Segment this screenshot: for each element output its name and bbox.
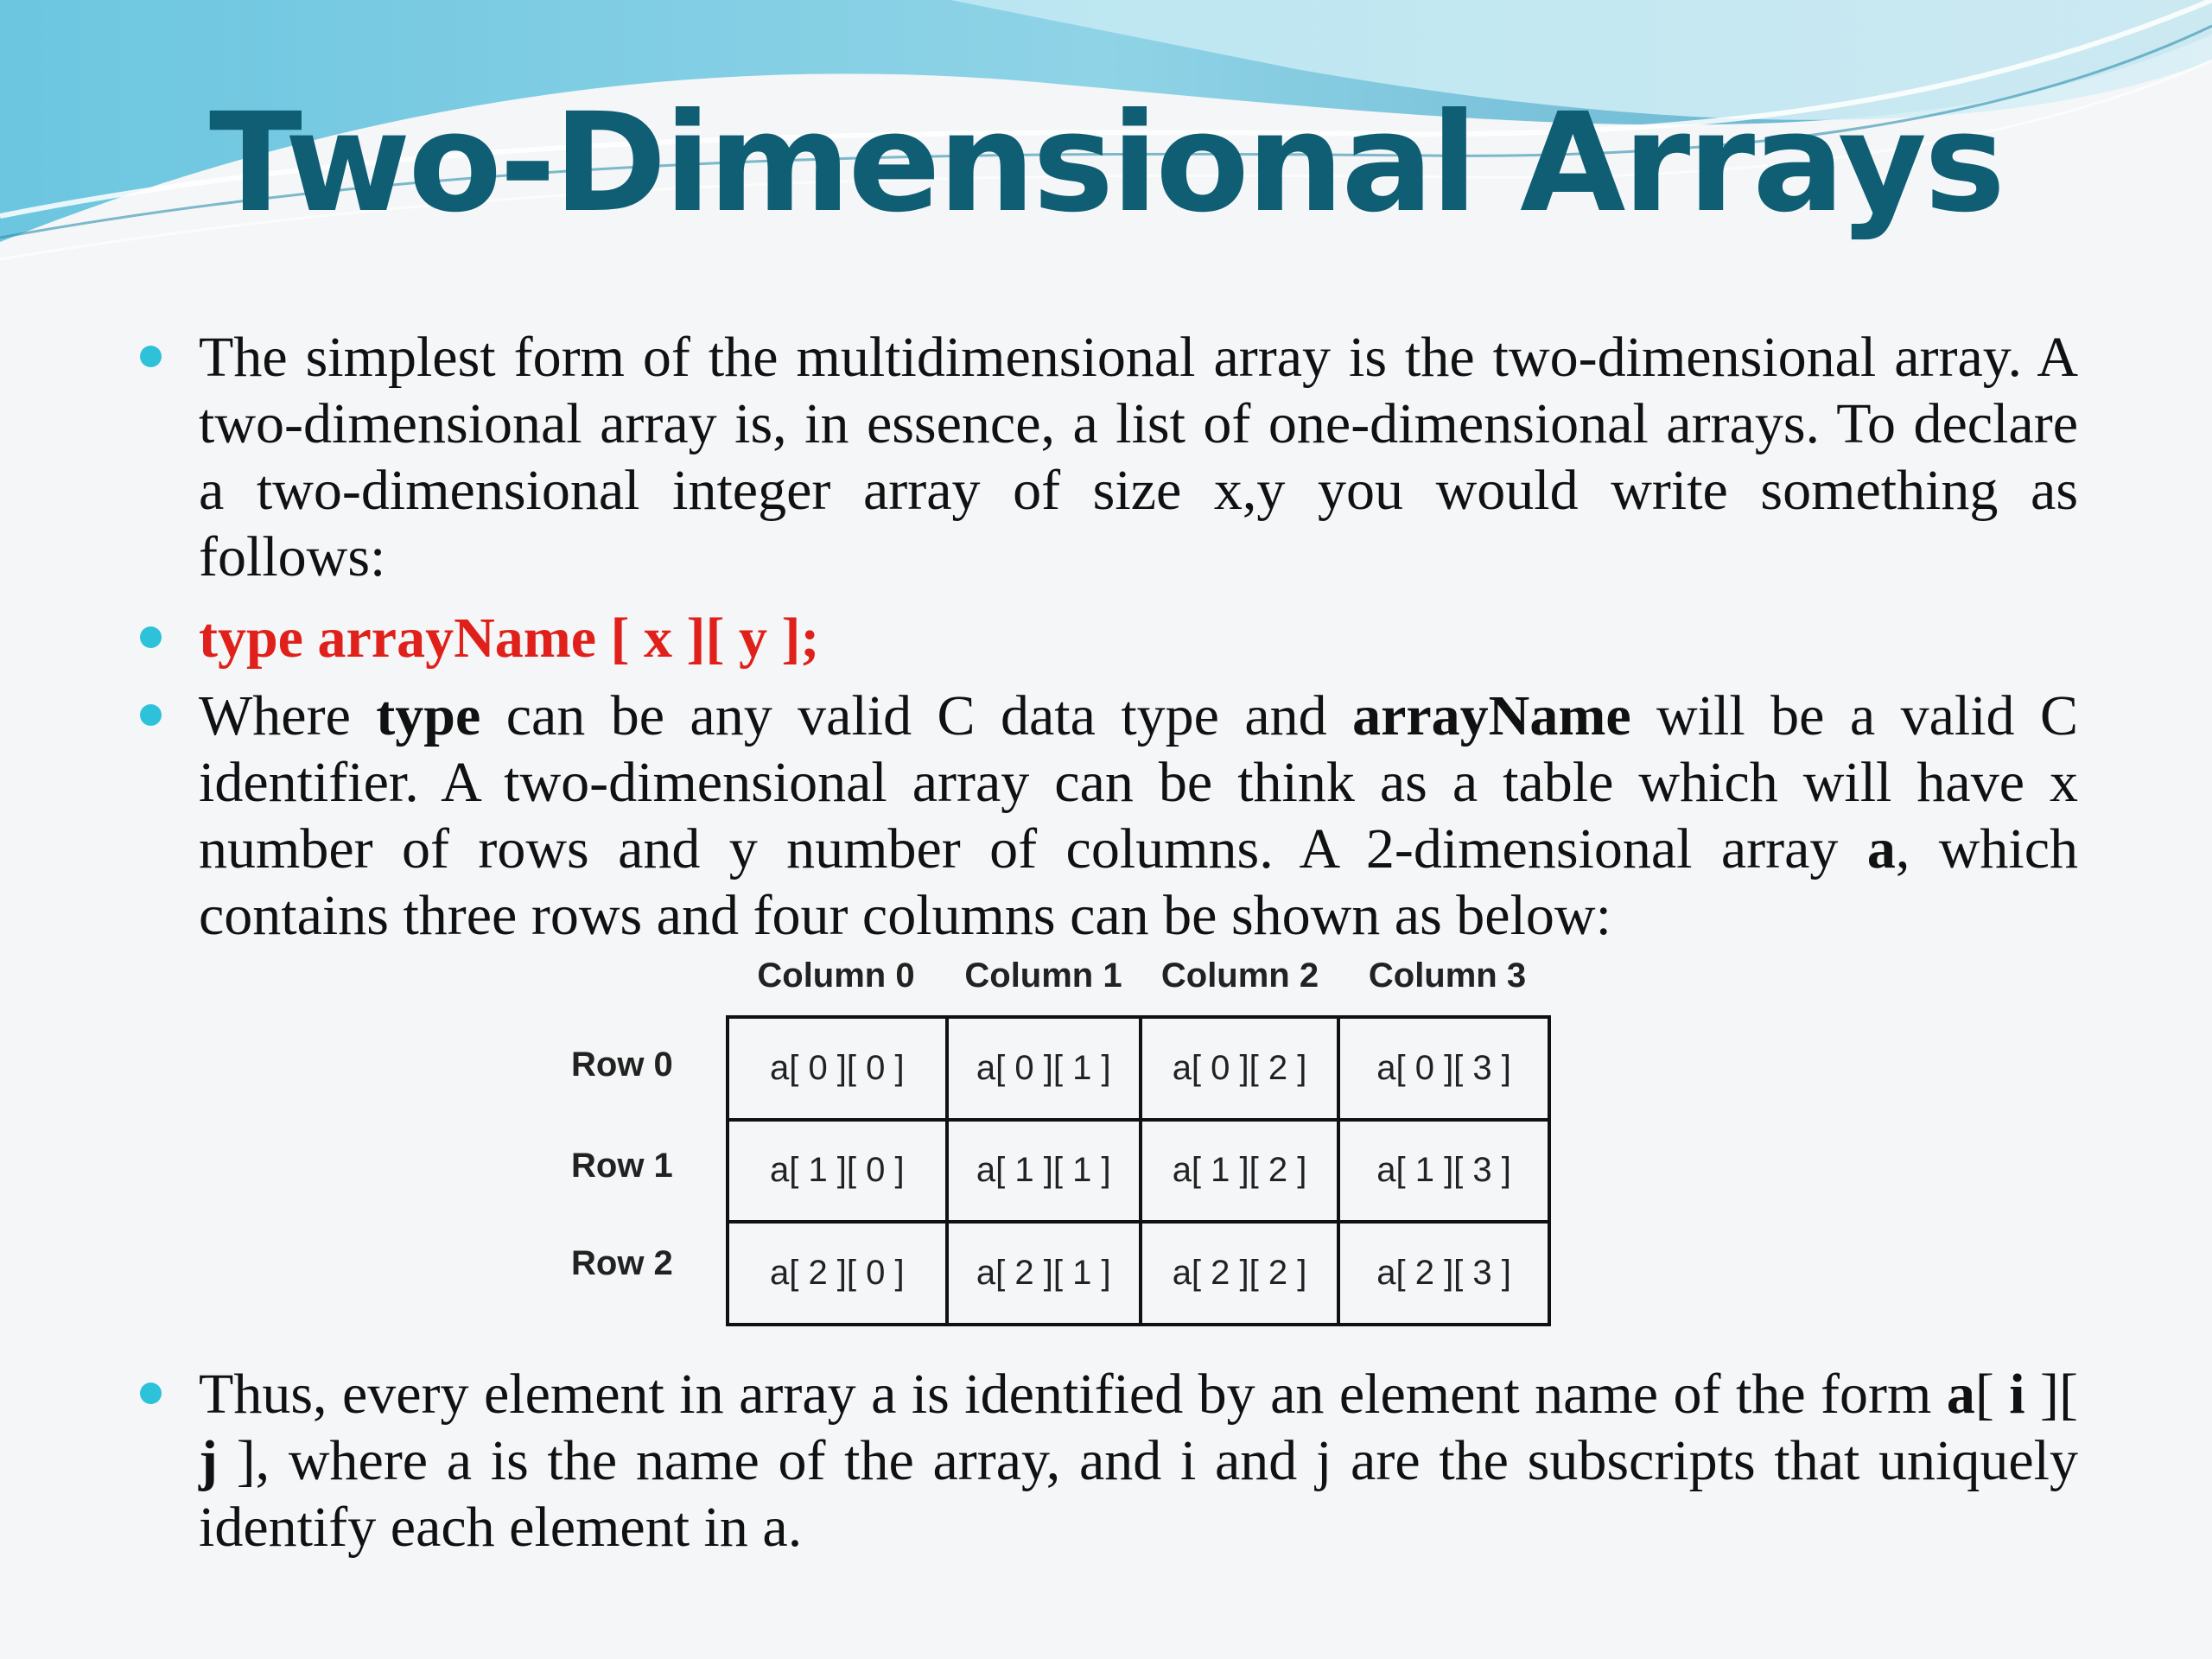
keyword-j: j (199, 1429, 218, 1492)
keyword-arrayname: arrayName (1352, 684, 1631, 747)
table-cell: a[ 0 ][ 2 ] (1141, 1017, 1338, 1120)
syntax-code: type arrayName [ x ][ y ]; (199, 607, 820, 670)
table-row (728, 1120, 1549, 1223)
text-run: will be a valid C identifier. A two-dimensional array can be think as a table which will have x number of rows and y number of columns. A 2-dimensional array (199, 684, 2078, 880)
table-cell: a[ 0 ][ 0 ] (728, 1017, 947, 1120)
keyword-a: a (1946, 1363, 1975, 1426)
column-header: Column 3 (1368, 957, 1527, 995)
row-label: Row 0 (571, 1046, 673, 1084)
bullet-summary-text (199, 1361, 2078, 1560)
text-run: , which contains three rows and four columns can be shown as below: (199, 817, 2078, 947)
table-cell: a[ 0 ][ 1 ] (947, 1017, 1141, 1120)
table-cell: a[ 2 ][ 3 ] (1338, 1222, 1549, 1325)
table-row (728, 1017, 1549, 1120)
table-cell: a[ 0 ][ 3 ] (1338, 1017, 1549, 1120)
bullet-summary (199, 1361, 2078, 1560)
bullet-syntax (199, 605, 2078, 671)
text-run: Where (199, 684, 377, 747)
text-run: [ (1974, 1363, 2010, 1426)
bullet-intro-text: The simplest form of the multidimensional array is the two-dimensional array. A two-dimensional array is, in essence, a list of one-dimensional arrays. To declare a two-dimensional integer array of size x,y you would write something as follows: (199, 326, 2078, 588)
text-run: Thus, every element in array a is identified by an element name of the form (199, 1363, 1947, 1426)
bullet-dot-icon (140, 704, 162, 726)
keyword-type: type (376, 684, 481, 747)
table-cell: a[ 1 ][ 3 ] (1338, 1120, 1549, 1223)
text-run: ], where a is the name of the array, and i and j are the subscripts that uniquely identify each element in a. (199, 1429, 2078, 1559)
column-header: Column 2 (1160, 957, 1319, 995)
bullet-explanation-text (199, 683, 2078, 949)
bullet-dot-icon (140, 1382, 162, 1404)
bullet-dot-icon (140, 626, 162, 648)
table-row (728, 1222, 1549, 1325)
table-cell: a[ 1 ][ 2 ] (1141, 1120, 1338, 1223)
text-run: can be any valid C data type and (480, 684, 1353, 747)
column-header: Column 0 (757, 957, 915, 995)
table-cell: a[ 2 ][ 1 ] (947, 1222, 1141, 1325)
row-label: Row 1 (571, 1147, 673, 1185)
row-label: Row 2 (571, 1244, 673, 1282)
text-run: ][ (2024, 1363, 2078, 1426)
slide-title: Two-Dimensional Arrays (208, 84, 2004, 243)
table-cell: a[ 2 ][ 2 ] (1141, 1222, 1338, 1325)
array-diagram (566, 955, 1560, 1335)
keyword-a: a (1866, 817, 1896, 880)
table-cell: a[ 1 ][ 1 ] (947, 1120, 1141, 1223)
keyword-i: i (2009, 1363, 2025, 1426)
bullet-intro (199, 324, 2078, 590)
table-cell: a[ 2 ][ 0 ] (728, 1222, 947, 1325)
array-table (726, 1015, 1551, 1326)
bullet-dot-icon (140, 346, 162, 367)
bullet-explanation (199, 683, 2078, 949)
table-cell: a[ 1 ][ 0 ] (728, 1120, 947, 1223)
column-header: Column 1 (964, 957, 1122, 995)
